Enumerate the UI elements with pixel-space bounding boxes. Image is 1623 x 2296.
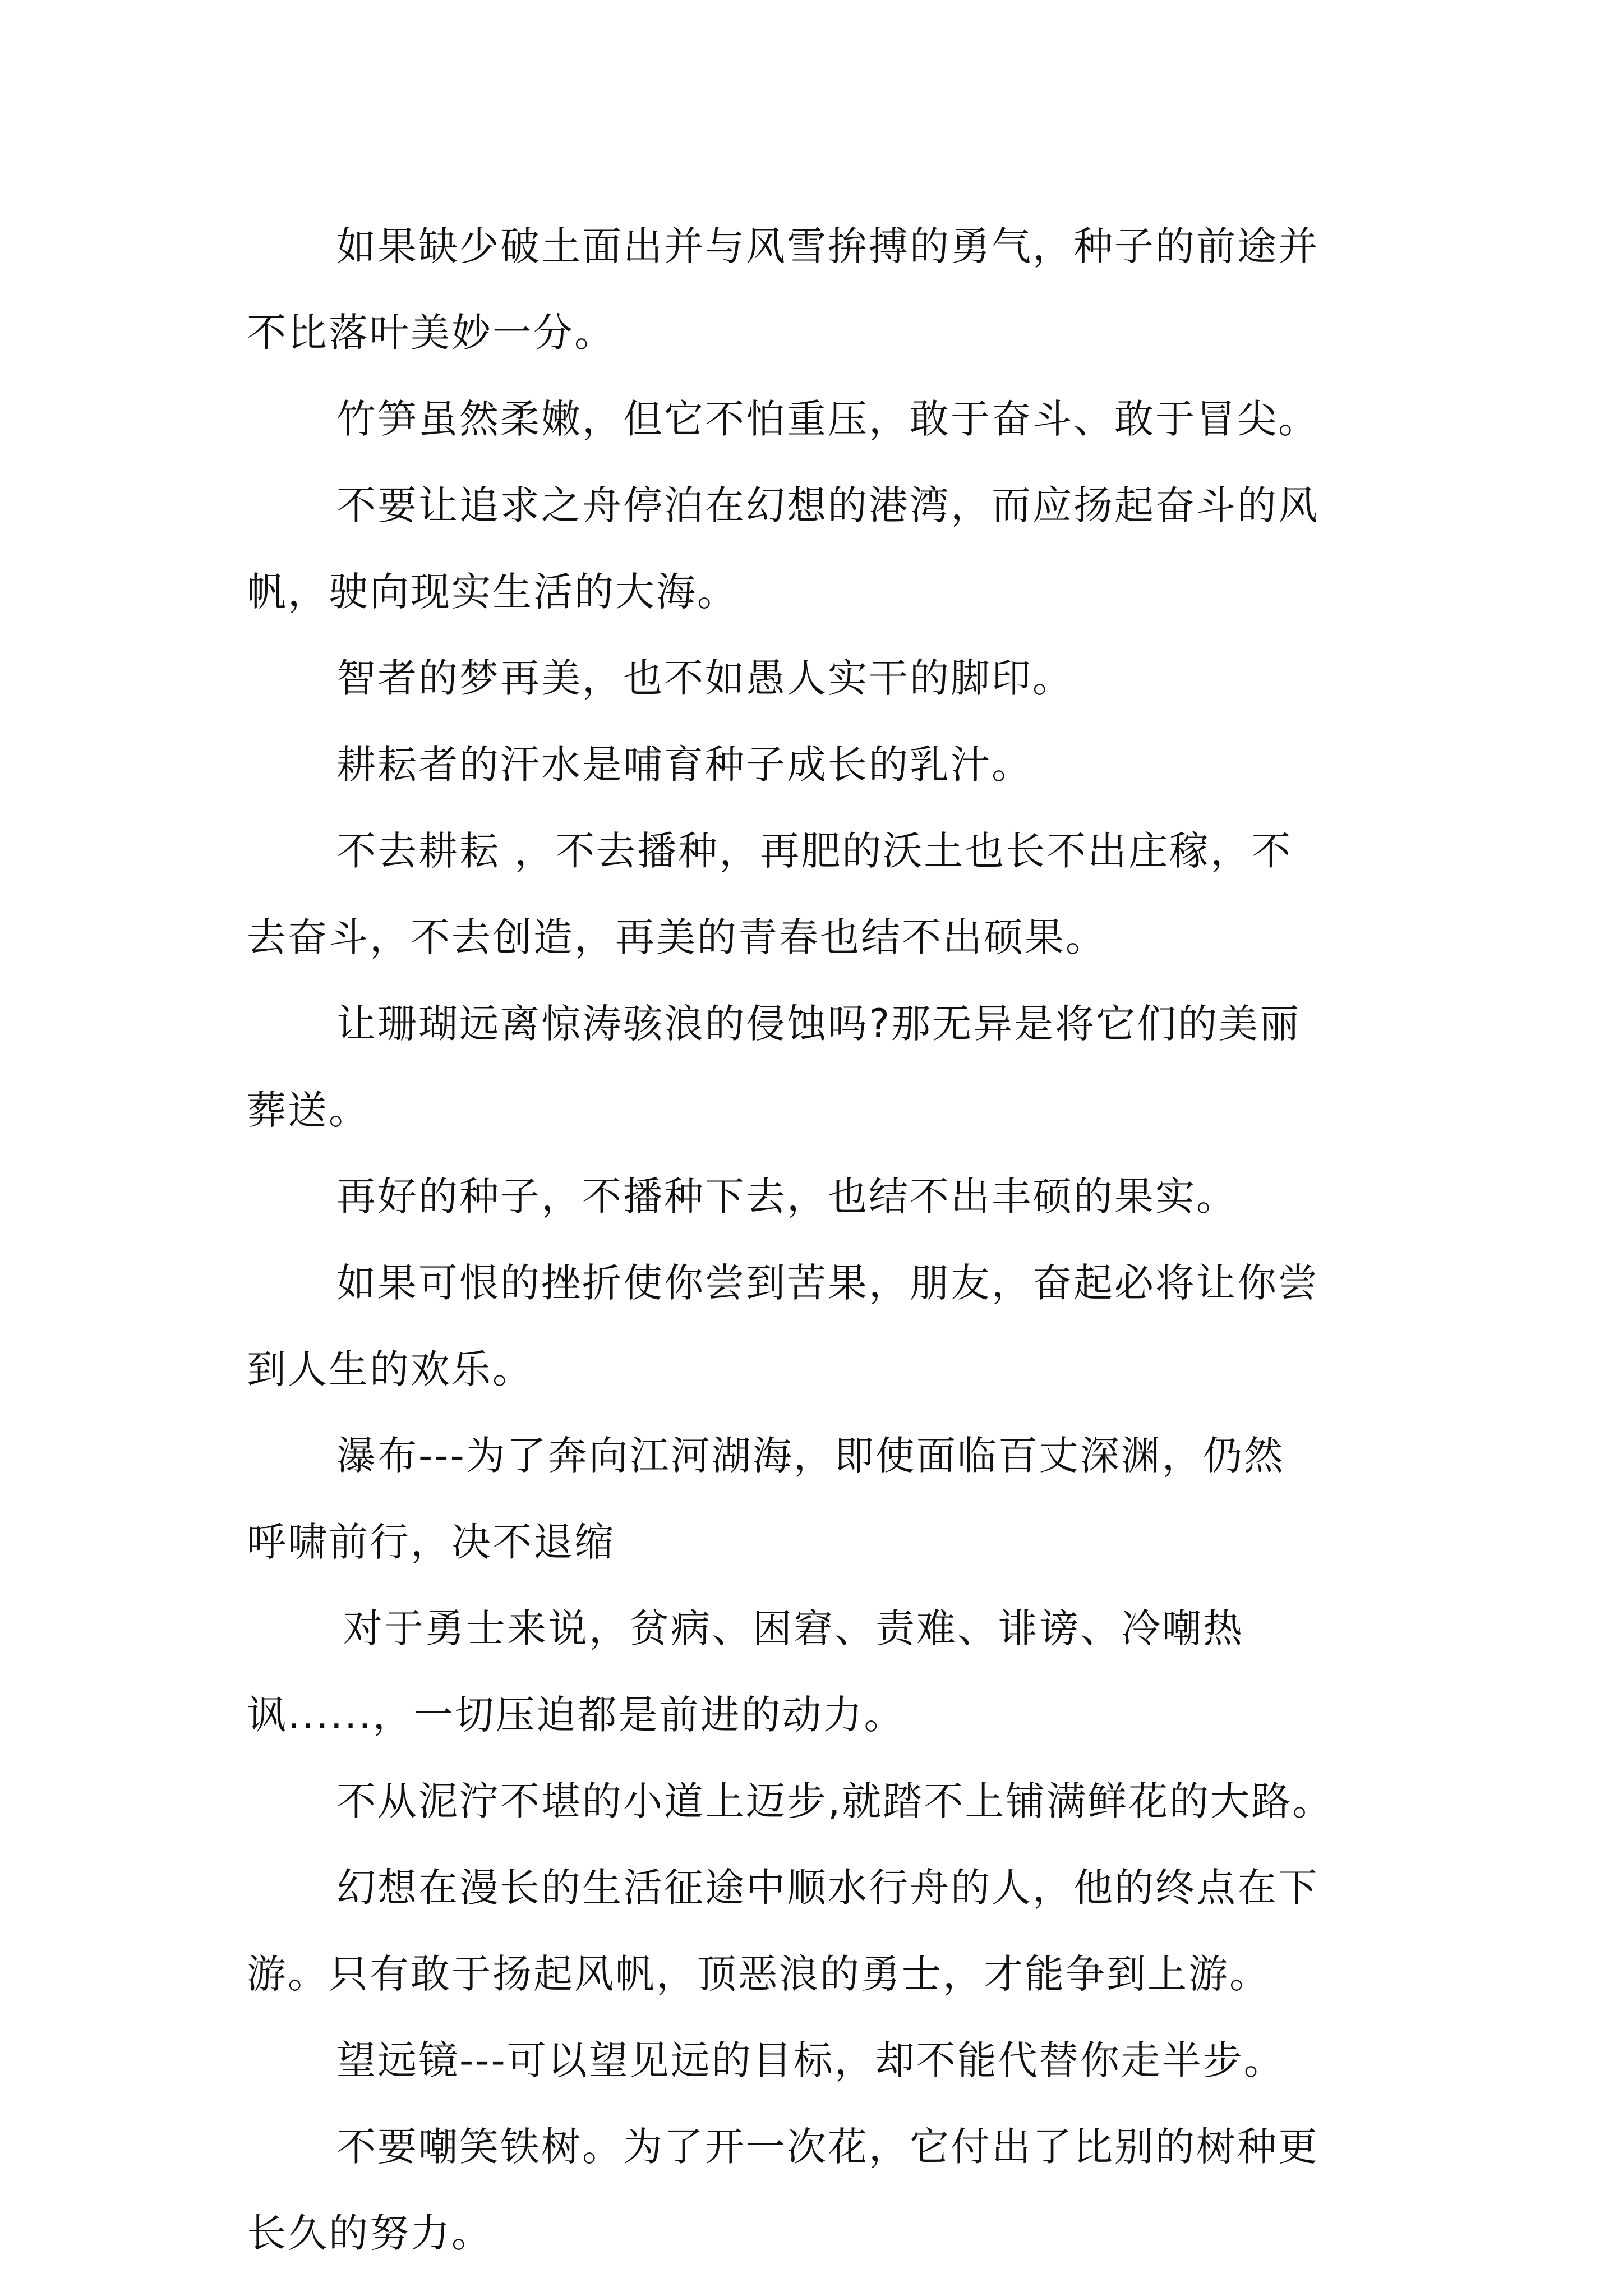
text-line: 瀑布---为了奔向江河湖海，即使面临百丈深渊，仍然 — [336, 1433, 1285, 1479]
text-line: 到人生的欢乐。 — [247, 1346, 533, 1392]
text-line: 望远镜---可以望见远的目标，却不能代替你走半步。 — [336, 2037, 1285, 2083]
text-line: 帆，驶向现实生活的大海。 — [247, 569, 738, 615]
text-line: 如果可恨的挫折使你尝到苦果，朋友，奋起必将让你尝 — [336, 1260, 1319, 1306]
text-line: 再好的种子，不播种下去，也结不出丰硕的果实。 — [336, 1174, 1237, 1220]
text-line: 让珊瑚远离惊涛骇浪的侵蚀吗?那无异是将它们的美丽 — [336, 1001, 1301, 1047]
text-line: 不去耕耘 ，不去播种，再肥的沃土也长不出庄稼，不 — [336, 828, 1293, 874]
text-line: 不比落叶美妙一分。 — [247, 310, 615, 356]
text-line: 耕耘者的汗水是哺育种子成长的乳汁。 — [336, 742, 1032, 788]
text-line: 游。只有敢于扬起风帆，顶恶浪的勇士，才能争到上游。 — [247, 1951, 1270, 1997]
text-line: 葬送。 — [247, 1087, 370, 1133]
text-line: 如果缺少破土面出并与风雪拚搏的勇气，种子的前途并 — [336, 223, 1319, 269]
text-line: 呼啸前行，决不退缩 — [247, 1519, 615, 1565]
text-line: 长久的努力。 — [247, 2210, 492, 2256]
text-line: 不从泥泞不堪的小道上迈步,就踏不上铺满鲜花的大路。 — [336, 1778, 1334, 1824]
text-line: 不要让追求之舟停泊在幻想的港湾，而应扬起奋斗的风 — [336, 482, 1319, 528]
text-line: 讽......，一切压迫都是前进的动力。 — [247, 1692, 905, 1738]
text-line: 智者的梦再美，也不如愚人实干的脚印。 — [336, 655, 1073, 701]
text-line: 竹笋虽然柔嫩，但它不怕重压，敢于奋斗、敢于冒尖。 — [336, 396, 1319, 442]
text-line: 不要嘲笑铁树。为了开一次花，它付出了比别的树种更 — [336, 2124, 1319, 2170]
text-line: 幻想在漫长的生活征途中顺水行舟的人，他的终点在下 — [336, 1865, 1319, 1911]
text-line: 对于勇士来说，贫病、困窘、责难、诽谤、冷嘲热 — [343, 1605, 1244, 1651]
text-line: 去奋斗，不去创造，再美的青春也结不出硕果。 — [247, 914, 1106, 960]
